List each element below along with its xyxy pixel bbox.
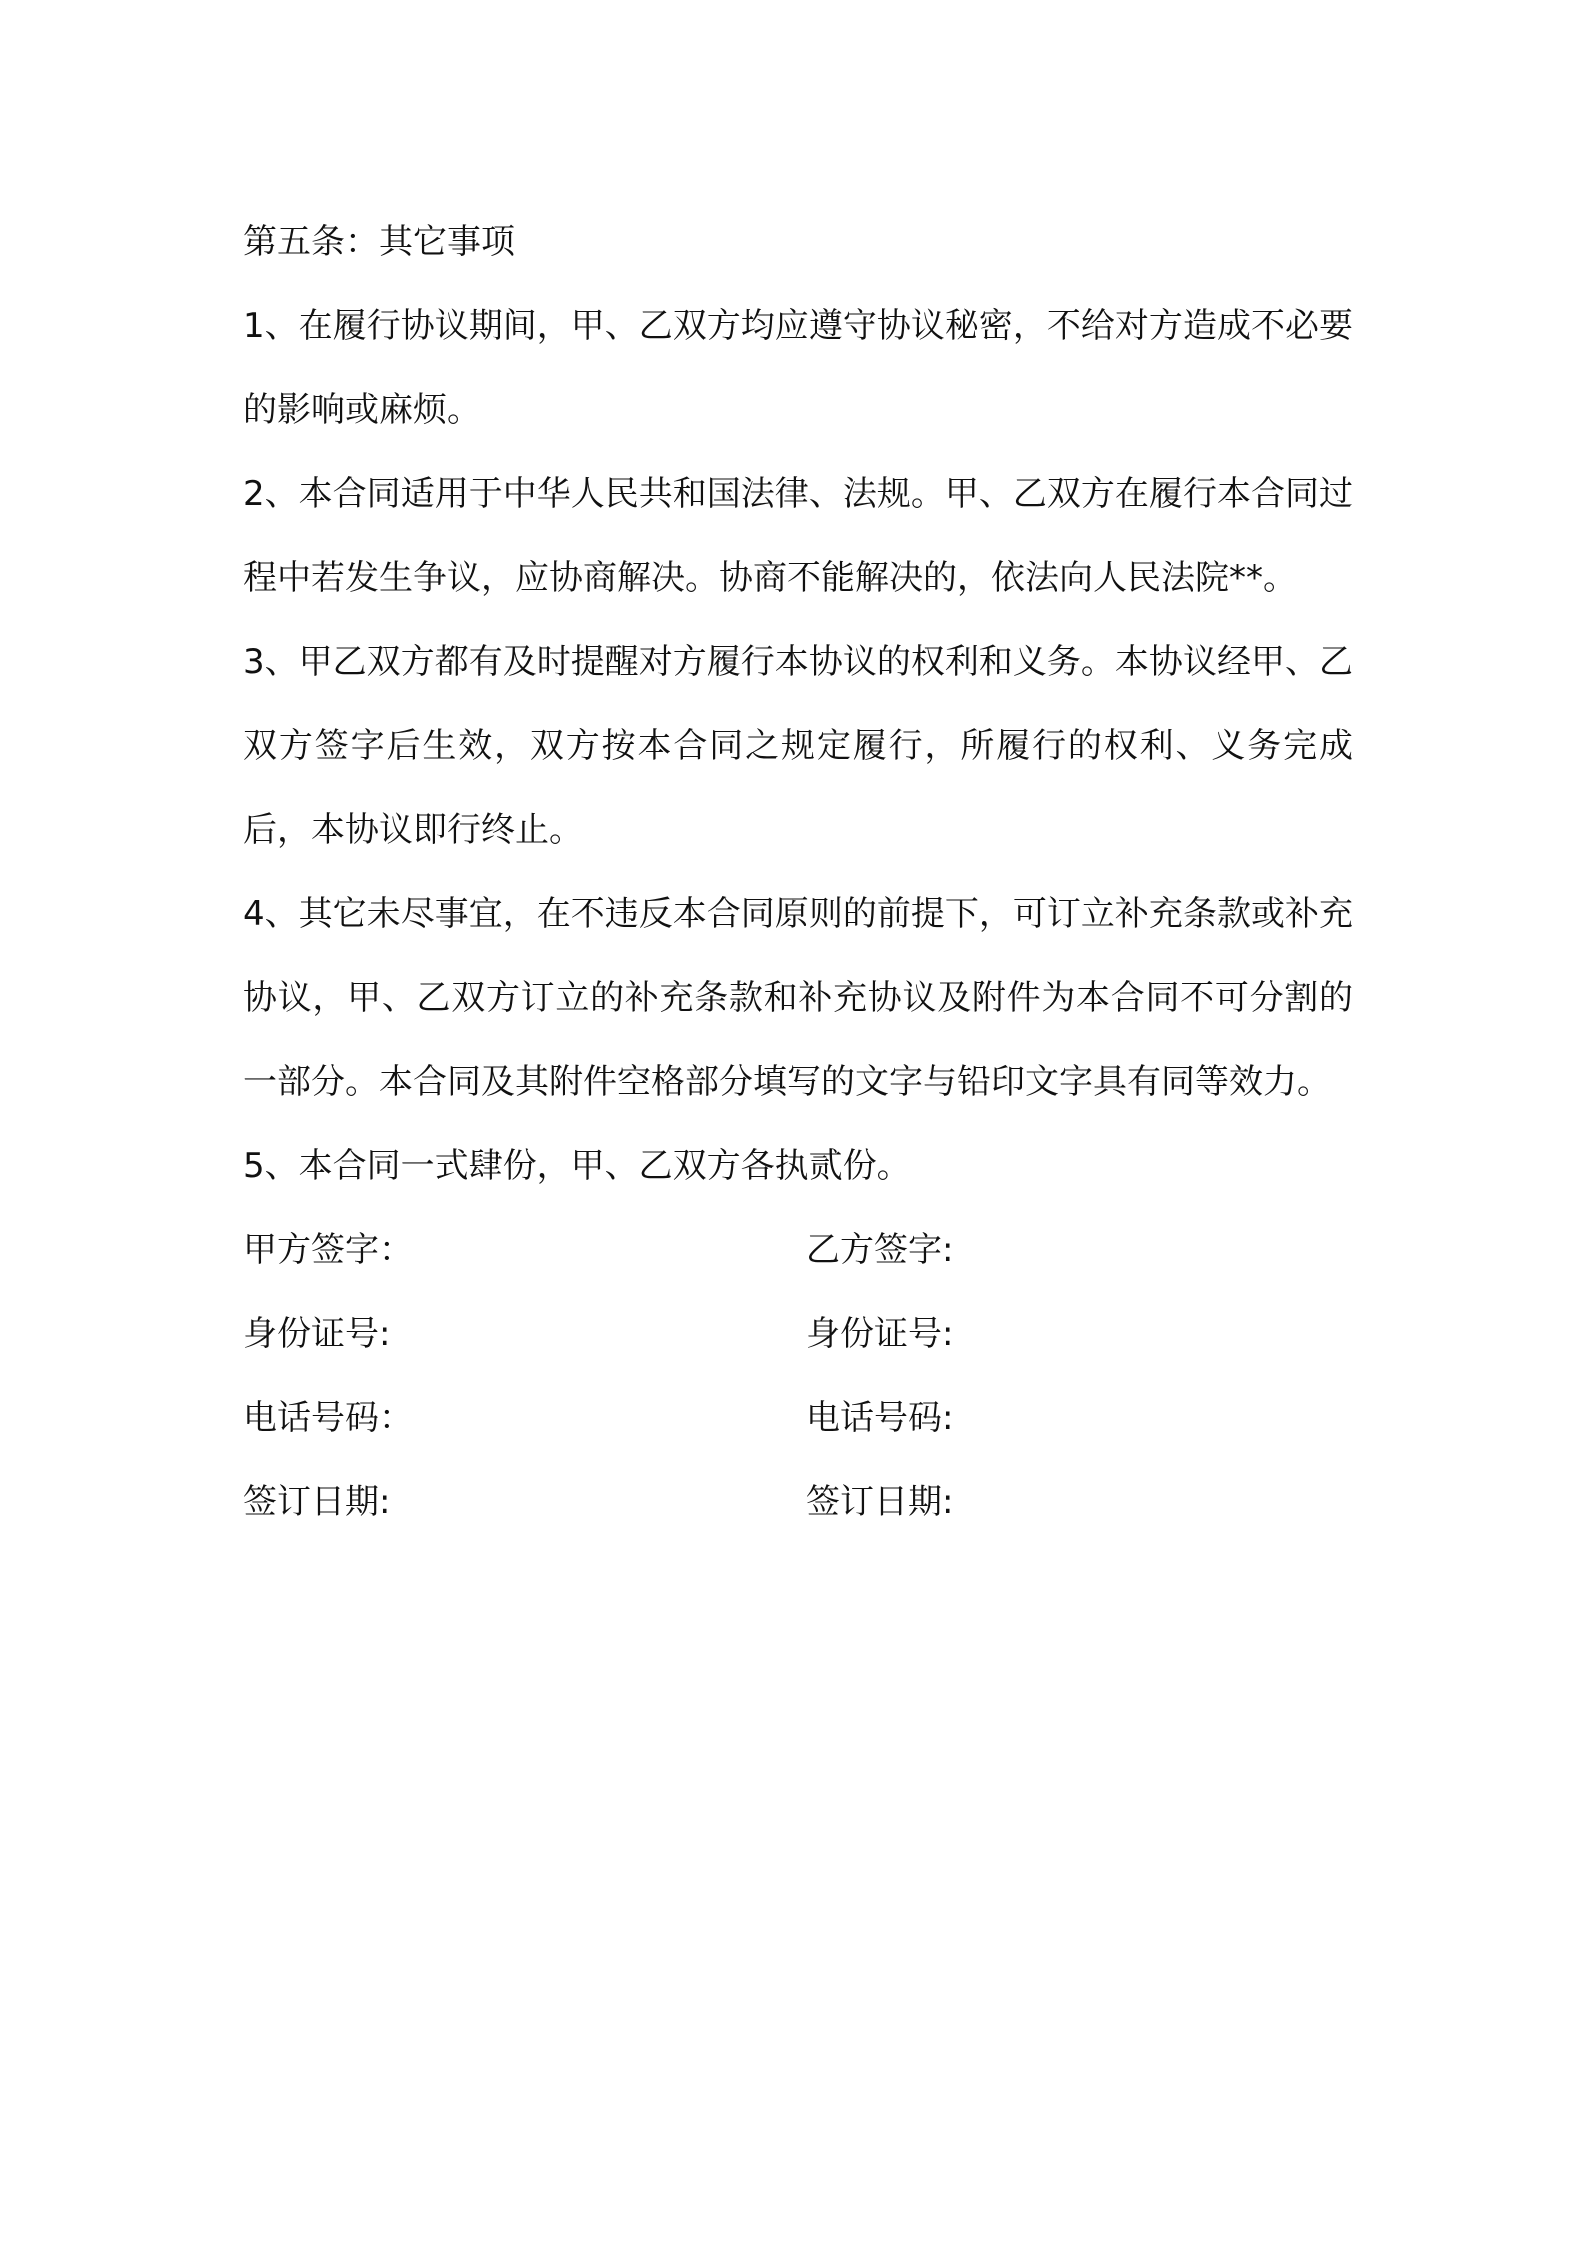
party-b-signature-label: 乙方签字: (806, 1230, 954, 1270)
date-row (243, 1460, 1353, 1544)
document-body (243, 200, 1353, 1544)
signature-row (243, 1208, 1353, 1292)
clause-5: 5、本合同一式肆份，甲、乙双方各执贰份。 (243, 1146, 911, 1186)
phone-row (243, 1376, 1353, 1460)
clause-4: 4、其它未尽事宜，在不违反本合同原则的前提下，可订立补充条款或补充协议，甲、乙双方订立的补充条款和补充协议及附件为本合同不可分割的一部分。本合同及其附件空格部分填写的文字与铅印文字具有同等效力。 (243, 894, 1353, 1102)
party-b-id-label: 身份证号: (806, 1314, 954, 1354)
clause-3: 3、甲乙双方都有及时提醒对方履行本协议的权利和义务。本协议经甲、乙双方签字后生效，双方按本合同之规定履行，所履行的权利、义务完成后，本协议即行终止。 (243, 642, 1353, 850)
id-number-row (243, 1292, 1353, 1376)
party-a-phone-label: 电话号码： (243, 1398, 413, 1438)
party-a-id-label: 身份证号: (243, 1314, 391, 1354)
section-title: 第五条：其它事项 (243, 222, 515, 262)
clause-2: 2、本合同适用于中华人民共和国法律、法规。甲、乙双方在履行本合同过程中若发生争议，应协商解决。协商不能解决的，依法向人民法院**。 (243, 474, 1353, 598)
clause-1: 1、在履行协议期间，甲、乙双方均应遵守协议秘密，不给对方造成不必要的影响或麻烦。 (243, 306, 1353, 430)
party-a-date-label: 签订日期: (243, 1482, 391, 1522)
party-b-phone-label: 电话号码: (806, 1398, 954, 1438)
party-b-date-label: 签订日期: (806, 1482, 954, 1522)
party-a-signature-label: 甲方签字： (243, 1230, 413, 1270)
